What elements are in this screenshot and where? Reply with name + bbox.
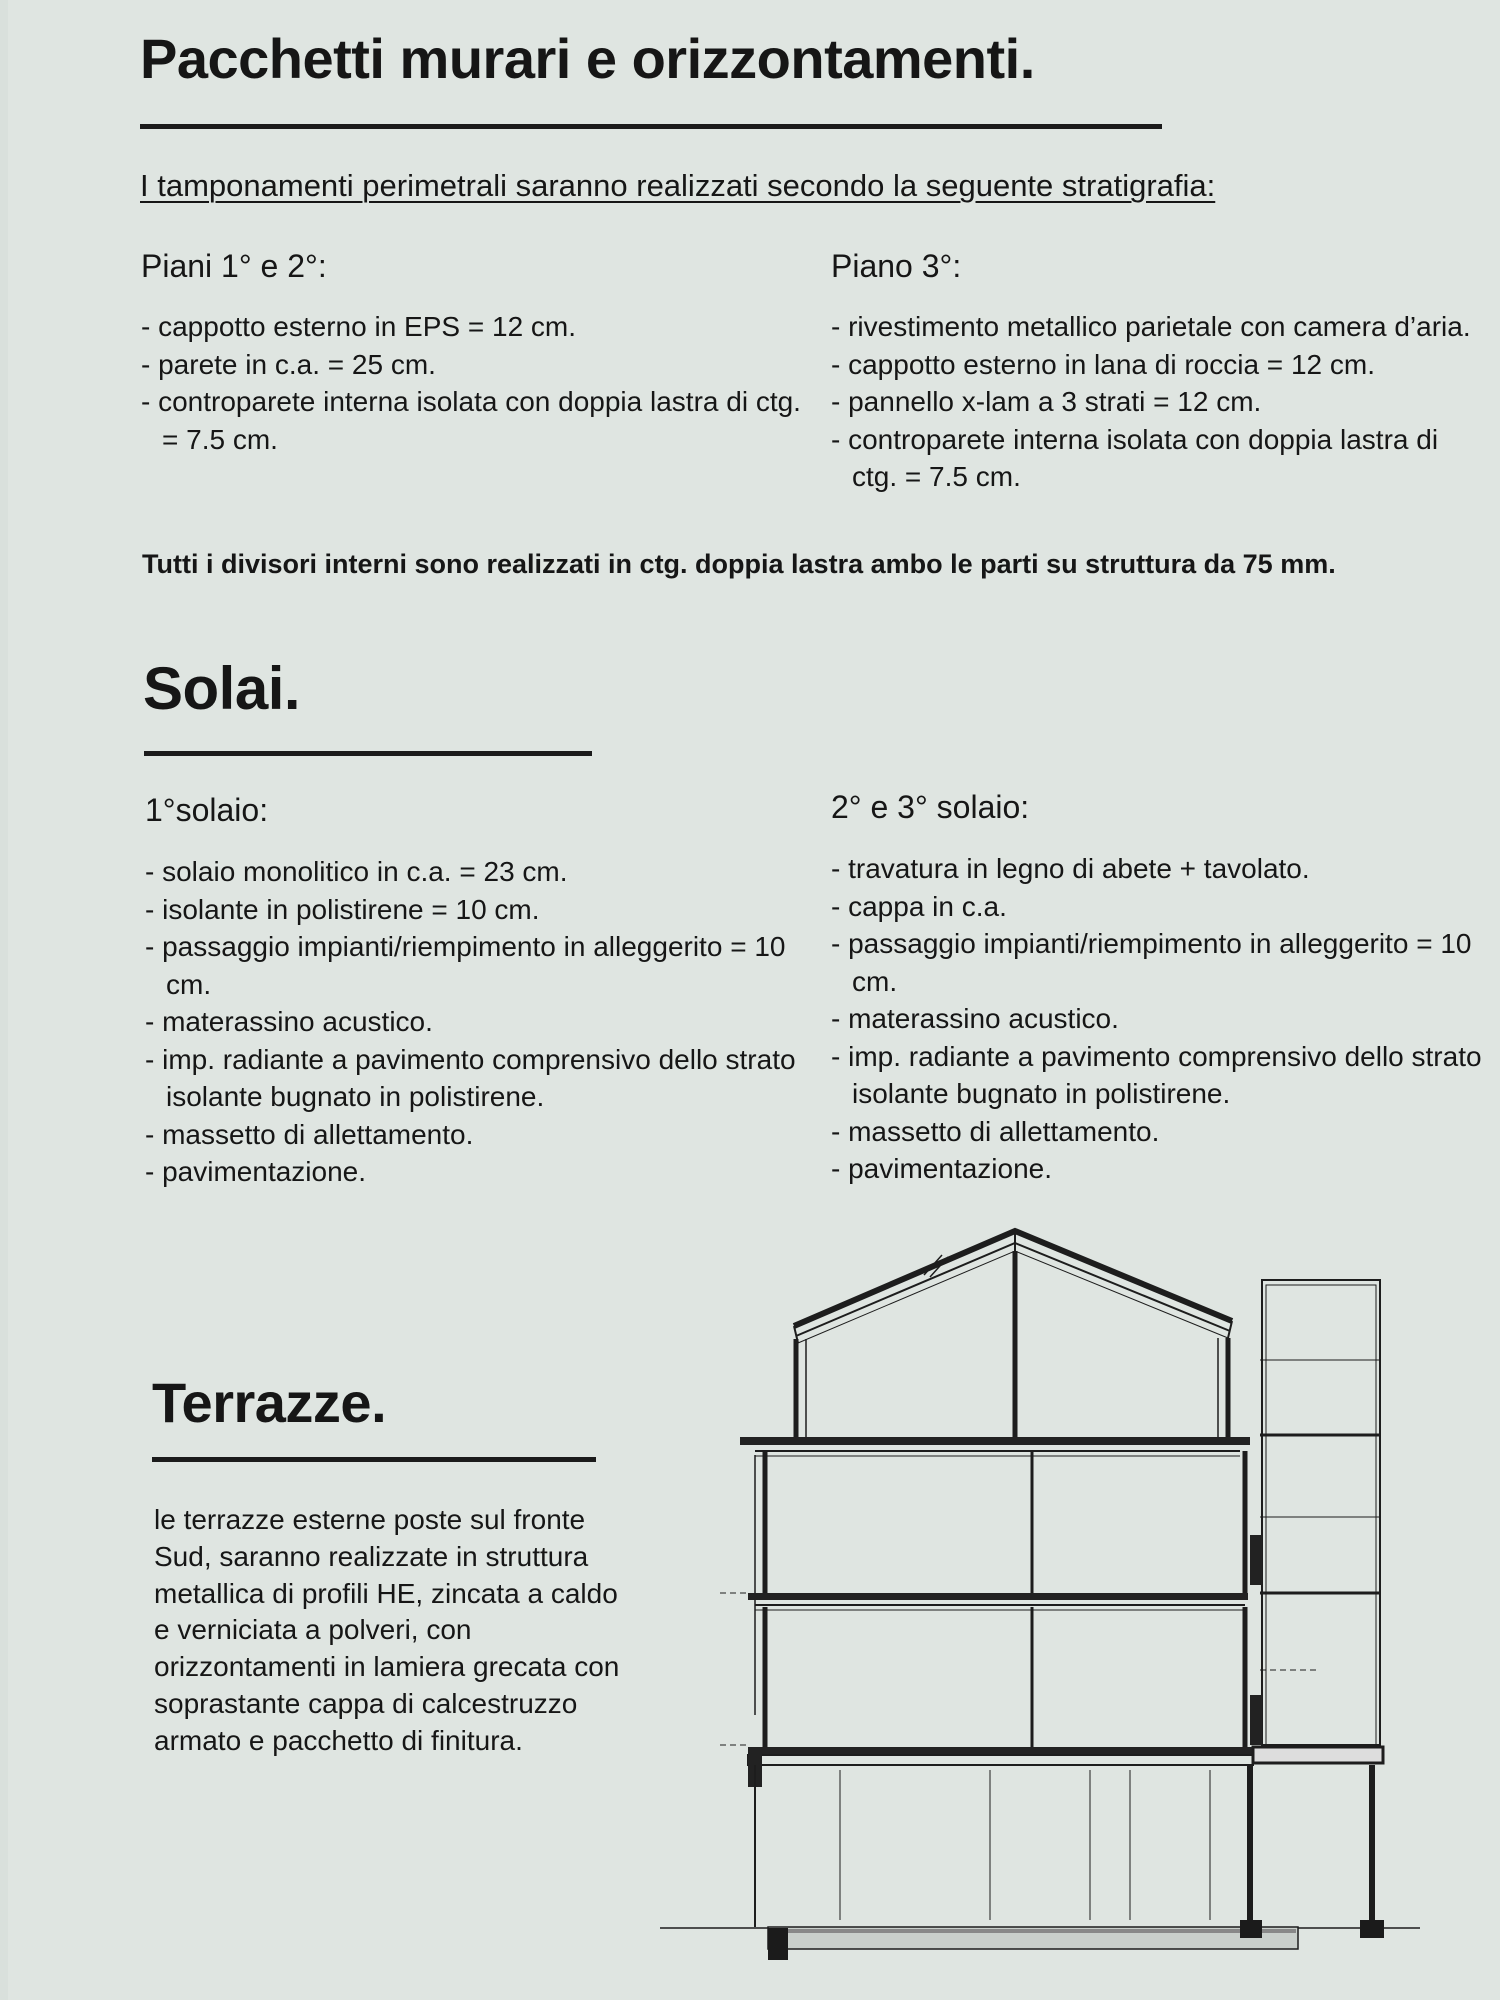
list-item: - cappotto esterno in EPS = 12 cm. [141,308,806,346]
list-item: - travatura in legno di abete + tavolato. [831,850,1491,888]
list-item: - imp. radiante a pavimento comprensivo dello strato isolante bugnato in polistirene. [145,1041,805,1116]
list-item: - controparete interna isolata con doppia lastra di ctg. = 7.5 cm. [831,421,1486,496]
list-item: - pannello x-lam a 3 strati = 12 cm. [831,383,1486,421]
title-rule-solai [144,751,592,756]
internal-walls-note: Tutti i divisori interni sono realizzati in ctg. doppia lastra ambo le parti su struttura da 75 mm. [142,549,1336,579]
walls-col2-heading: Piano 3°: [831,248,962,284]
terrace-steel-structure [1250,1280,1380,1745]
terrazze-description: le terrazze esterne poste sul fronte Sud, saranno realizzate in struttura metallica di profili HE, zincata a caldo e verniciata a polveri, con orizzontamenti in lamiera grecata con soprastante cappa di calcestruzzo armato e pacchetto di finitura. [154,1504,620,1756]
list-item: - isolante in polistirene = 10 cm. [145,891,805,929]
list-item: - massetto di allettamento. [145,1116,805,1154]
section-title-terrazze: Terrazze. [152,1371,387,1434]
list-item: - controparete interna isolata con doppia lastra di ctg. = 7.5 cm. [141,383,806,458]
walls-col2-list [831,308,1486,496]
list-item: - materassino acustico. [145,1003,805,1041]
section-title-solai: Solai. [143,655,301,722]
list-item: - passaggio impianti/riempimento in alleggerito = 10 cm. [831,925,1491,1000]
solai-col1-heading: 1°solaio: [145,792,269,828]
list-item: - solaio monolitico in c.a. = 23 cm. [145,853,805,891]
foundation [660,1920,1420,1960]
list-item: - parete in c.a. = 25 cm. [141,346,806,384]
solai-col1-list [145,853,805,1191]
list-item: - passaggio impianti/riempimento in alleggerito = 10 cm. [145,928,805,1003]
floor-slab-3 [740,1437,1250,1456]
floor-slab-1 [720,1745,1383,1787]
walls-col1-heading: Piani 1° e 2°: [141,248,327,284]
list-item: - cappotto esterno in lana di roccia = 12 cm. [831,346,1486,384]
title-rule-terrazze [152,1457,596,1462]
list-item: - cappa in c.a. [831,888,1491,926]
solai-col2-heading: 2° e 3° solaio: [831,789,1030,825]
walls-intro: I tamponamenti perimetrali saranno realizzati secondo la seguente stratigrafia: [140,168,1216,203]
list-item: - pavimentazione. [145,1153,805,1191]
list-item: - imp. radiante a pavimento comprensivo dello strato isolante bugnato in polistirene. [831,1038,1491,1113]
list-item: - rivestimento metallico parietale con camera d’aria. [831,308,1486,346]
floor-slab-2 [720,1593,1248,1610]
building-section-drawing [660,1215,1420,1960]
list-item: - materassino acustico. [831,1000,1491,1038]
title-rule-walls [140,124,1162,129]
list-item: - pavimentazione. [831,1150,1491,1188]
solai-col2-list [831,850,1491,1188]
section-title-walls: Pacchetti murari e orizzontamenti. [140,27,1035,90]
walls-col1-list [141,308,806,458]
list-item: - massetto di allettamento. [831,1113,1491,1151]
